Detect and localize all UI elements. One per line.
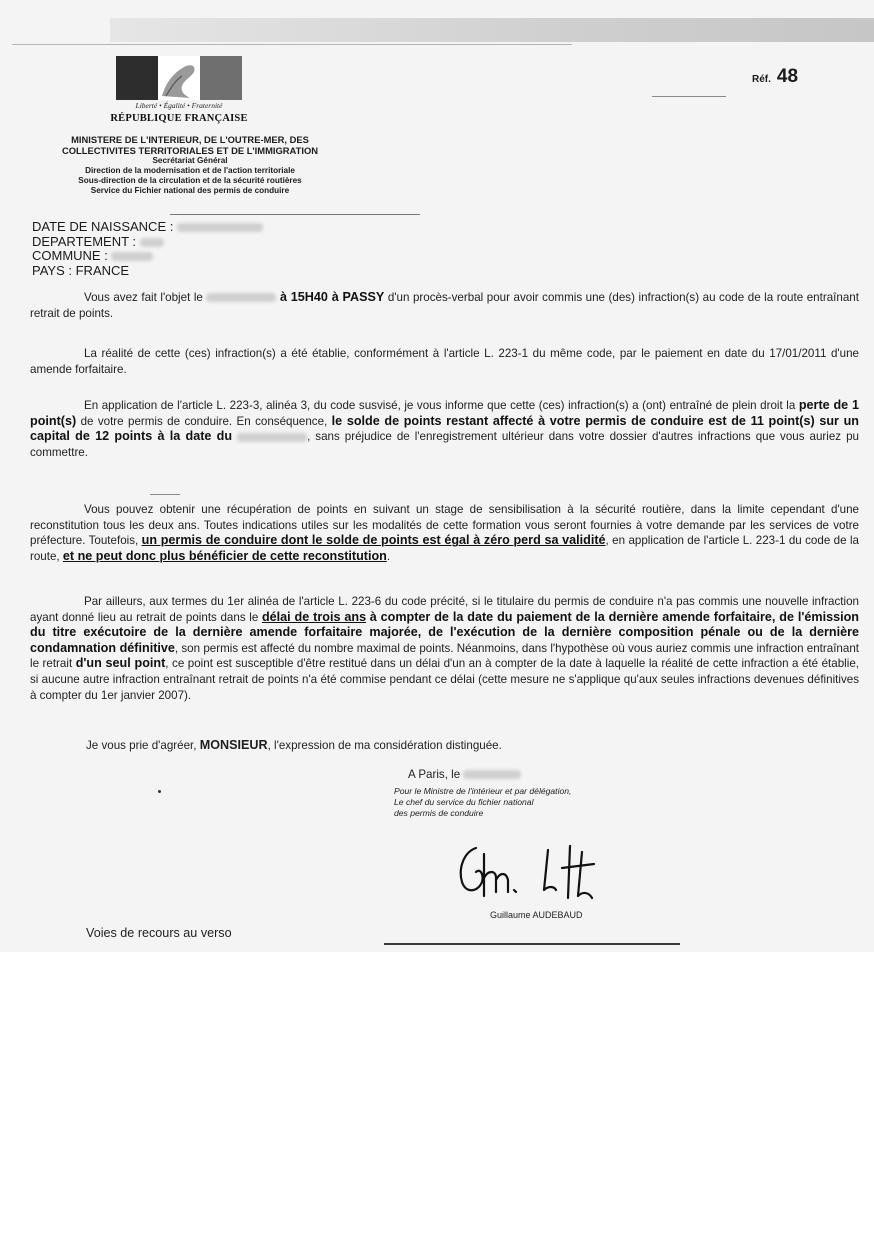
- ministry-header: [30, 134, 350, 196]
- scan-top-line: [12, 44, 572, 45]
- republic-motto: Liberté • Égalité • Fraternité: [135, 101, 223, 110]
- paragraph-three-years: [30, 594, 859, 703]
- paragraph-recovery: [30, 502, 859, 564]
- place-text: A Paris, le: [408, 768, 461, 781]
- point-loss: perte de 1 point(s): [30, 398, 859, 428]
- ministry-line: COLLECTIVITES TERRITORIALES ET DE L'IMMIGRATION: [61, 145, 319, 156]
- reference-rule: [652, 96, 726, 97]
- paragraph-establishment: [30, 346, 859, 377]
- recipient-title: MONSIEUR: [199, 738, 268, 752]
- points-balance: le solde de points restant affecté à votre permis de conduire est de 11 point(s) sur un capital de 12 points à la date du: [30, 413, 859, 444]
- place-date: [408, 768, 521, 781]
- paragraph-infraction: [30, 290, 859, 321]
- redacted-date: [237, 433, 307, 442]
- p5-text: , ce point est susceptible d'être restitué dans un délai d'un an à compter de la date à laquelle la réalité de cette infraction a été établie, si aucune autre infraction entraînant retrait de points n'a été commise pendant ce délai (cette mesure ne s'applique qu'aux seules infractions devenues définitives à compter du 1er janvier 2007).: [30, 657, 859, 702]
- delegation-line: Pour le Ministre de l'intérieur et par délégation,: [394, 786, 572, 796]
- closing-text: , l'expression de ma considération distinguée.: [267, 739, 502, 752]
- commune-label: COMMUNE :: [32, 248, 108, 263]
- signer-name: Guillaume AUDEBAUD: [490, 910, 583, 920]
- ministry-line: MINISTERE DE L'INTERIEUR, DE L'OUTRE-MER, DES: [71, 134, 309, 145]
- country-label: PAYS :: [32, 262, 72, 278]
- reference: [752, 66, 798, 88]
- p5-bold-conditions: à compter de la date du paiement de la dernière amende forfaitaire, de l'émission du titre exécutoire de la dernière amende forfaitaire majorée, de l'exécution de la dernière composition pénale ou de la dernière condamnation définitive: [30, 609, 859, 655]
- p3-text: En application de l'article L. 223-3, alinéa 3, du code susvisé, je vous informe que cette (ces) infraction(s) a (ont) entraîné de plein droit la: [84, 399, 796, 412]
- zero-points-warning: un permis de conduire dont le solde de points est égal à zéro perd sa validité: [141, 533, 606, 548]
- redacted-birth-date: [177, 223, 263, 232]
- p4-text: .: [386, 549, 391, 563]
- p4-text: , en application de l'article L. 223-1 du code de la route,: [30, 534, 859, 563]
- delegation-block: [394, 786, 571, 819]
- no-reconstitution-warning: et ne peut donc plus bénéficier de cette reconstitution: [62, 548, 387, 563]
- republic-name: RÉPUBLIQUE FRANÇAISE: [110, 113, 248, 124]
- reference-label: Réf.: [752, 74, 771, 85]
- country-value: FRANCE: [75, 262, 130, 278]
- redacted-commune: [111, 252, 153, 261]
- appeal-notice: Voies de recours au verso: [86, 926, 232, 940]
- identity-block: [32, 220, 263, 278]
- marianne-logo: [116, 56, 242, 100]
- department-label: DEPARTEMENT :: [32, 233, 137, 249]
- delegation-line: Le chef du service du fichier national: [394, 797, 534, 807]
- scan-edge-strip: [110, 18, 874, 42]
- header-divider: [170, 214, 420, 215]
- department-line: Sous-direction de la circulation et de la sécurité routières: [78, 176, 302, 185]
- delegation-line: des permis de conduire: [394, 808, 484, 818]
- p1-time-place: à 15H40 à PASSY: [279, 290, 385, 304]
- department-line: Service du Fichier national des permis de conduire: [90, 186, 290, 195]
- three-year-delay: délai de trois ans: [261, 609, 367, 624]
- p5-text: , son permis est affecté du nombre maximal de points. Néanmoins, dans l'hypothèse où vous auriez commis une infraction entraînant le retrait: [30, 641, 859, 671]
- p4-text: Vous pouvez obtenir une récupération de points en suivant un stage de sensibilisation à la sécurité routière, dans la limite cependant d'une reconstitution tous les deux ans. Toutes indications utiles sur les modalités de cette formation vous seront fournies à votre demande par les services de votre préfecture. Toutefois,: [30, 503, 859, 548]
- p1-text: d'un procès-verbal pour avoir commis une (des) infraction(s) au code de la route entraînant retrait de points.: [30, 291, 859, 320]
- closing-formula: [86, 738, 502, 752]
- p2-text: La réalité de cette (ces) infraction(s) a été établie, conformément à l'article L. 223-1 du même code, par le paiement en date du 17/01/2011 d'une amende forfaitaire.: [30, 347, 859, 376]
- p1-text: Vous avez fait l'objet le: [84, 291, 203, 304]
- closing-text: Je vous prie d'agréer,: [86, 739, 197, 752]
- redacted-signature-date: [463, 770, 521, 779]
- redacted-department: [140, 238, 164, 247]
- paragraph-point-loss: [30, 398, 859, 460]
- handwritten-signature: [444, 842, 644, 917]
- single-point: d'un seul point: [75, 656, 166, 671]
- stray-mark: [158, 790, 161, 793]
- department-line: Direction de la modernisation et de l'action territoriale: [85, 166, 295, 175]
- reference-number: 48: [776, 66, 799, 87]
- small-rule: [150, 494, 180, 495]
- p3-text: de votre permis de conduire. En conséquence,: [80, 414, 328, 428]
- department-line: Secrétariat Général: [152, 156, 228, 165]
- birth-date-label: DATE DE NAISSANCE :: [32, 219, 174, 234]
- p3-text: , sans préjudice de l'enregistrement ultérieur dans votre dossier d'autres infractions que vous auriez pu commettre.: [30, 430, 859, 459]
- bottom-rule: [384, 943, 680, 945]
- redacted-date: [206, 293, 276, 302]
- p5-text: Par ailleurs, aux termes du 1er alinéa de l'article L. 223-6 du code précité, si le titulaire du permis de conduire n'a pas commis une nouvelle infraction ayant donné lieu au retrait de points dans le: [30, 595, 859, 624]
